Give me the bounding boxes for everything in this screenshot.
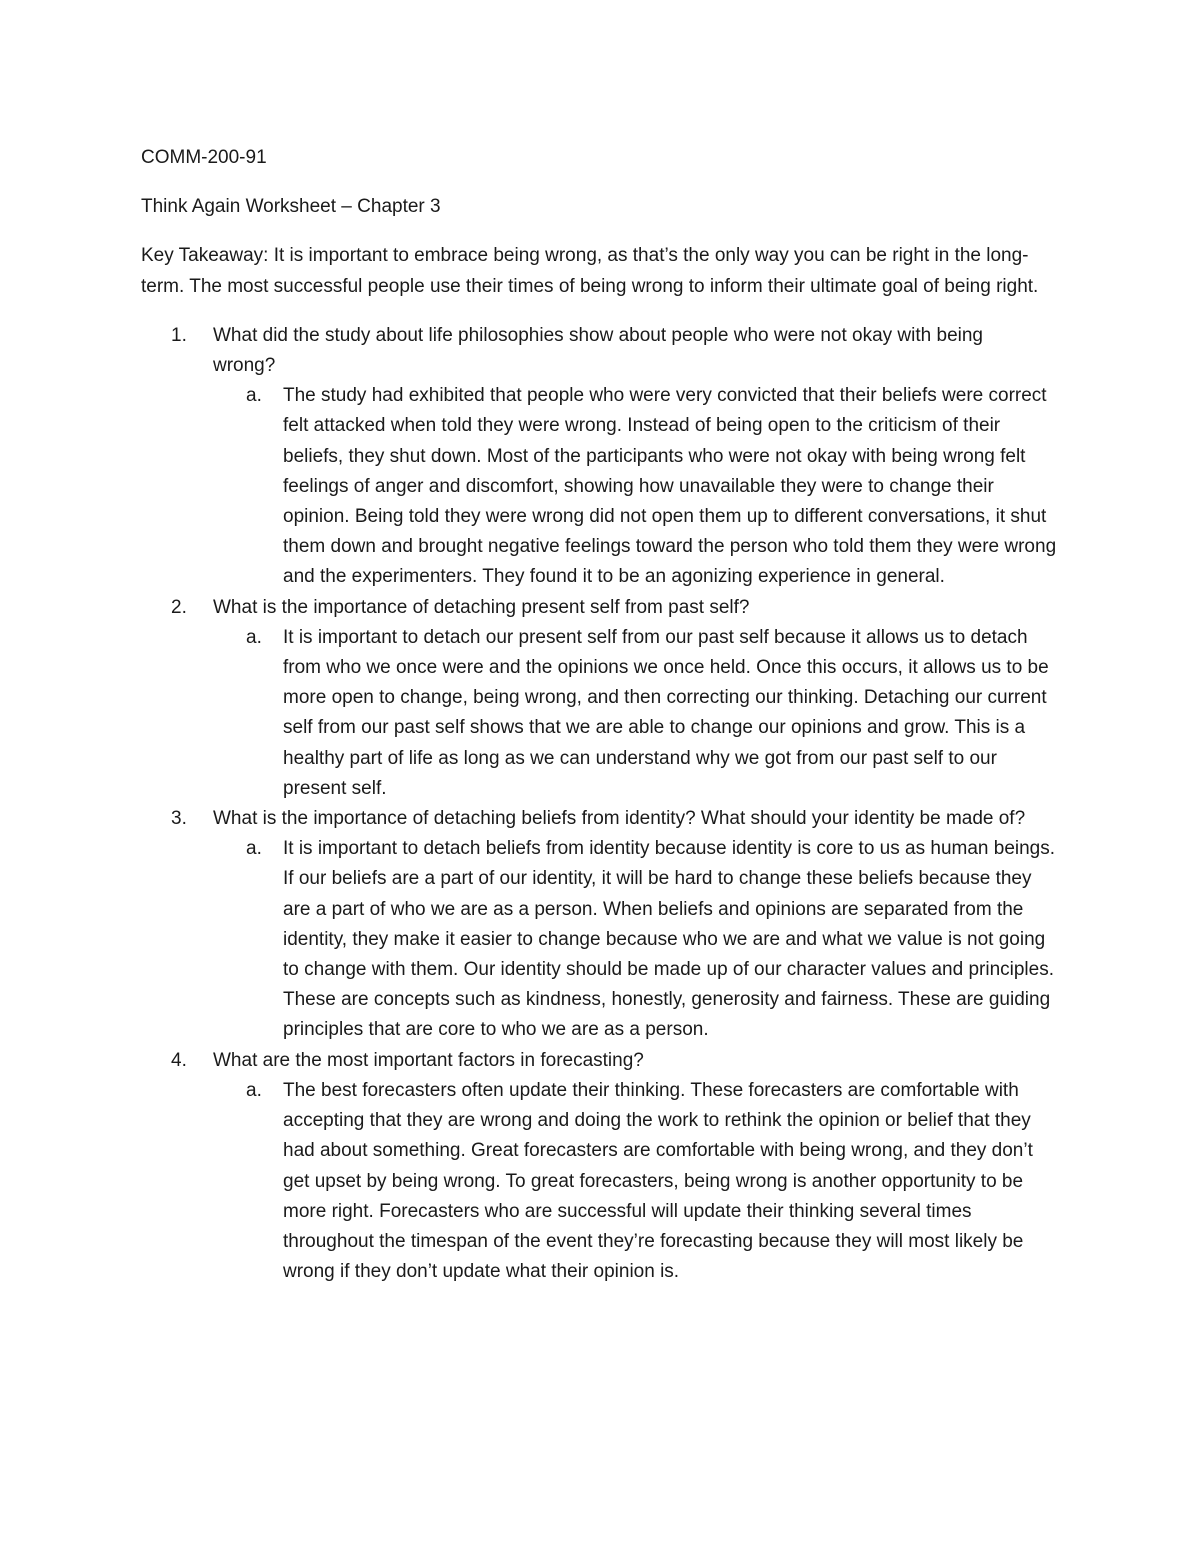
answer-letter: a.: [246, 838, 262, 860]
question-item: [141, 1046, 1061, 1288]
answer-letter: a.: [246, 1079, 262, 1101]
answer-list: [213, 834, 1061, 1045]
answer-item: [213, 834, 1061, 1045]
question-number: 3.: [171, 808, 187, 830]
question-item: [141, 321, 1061, 593]
question-text: What did the study about life philosophies show about people who were not okay with being wrong?: [213, 324, 983, 377]
answer-text: The study had exhibited that people who were very convicted that their beliefs were correct felt attacked when told they were wrong. Instead of being open to the criticism of their beliefs, they shut down. Most of the participants who were not okay with being wrong felt feelings of anger and discomfort, showing how unavailable they were to change their opinion. Being told they were wrong did not open them up to different conversations, it shut them down and brought negative feelings toward the person who told them they were wrong and the experimenters. They found it to be an agonizing experience in general.: [283, 385, 1057, 588]
course-code: COMM-200-91: [141, 147, 267, 168]
answer-text: It is important to detach our present self from our past self because it allows us to detach from who we once were and the opinions we once held. Once this occurs, it allows us to be more open to change, being wrong, and then correcting our thinking. Detaching our current self from our past self shows that we are able to change our opinions and grow. This is a healthy part of life as long as we can understand why we got from our past self to our present self.: [283, 626, 1049, 799]
answer-item: [213, 623, 1061, 804]
question-number: 2.: [171, 596, 187, 618]
document-body: [141, 143, 1061, 1287]
question-number: 4.: [171, 1049, 187, 1071]
answer-list: [213, 381, 1061, 592]
question-text: What are the most important factors in forecasting?: [213, 1049, 644, 1071]
answer-item: [213, 381, 1061, 592]
answer-text: The best forecasters often update their thinking. These forecasters are comfortable with accepting that they are wrong and doing the work to rethink the opinion or belief that they had about something. Great forecasters are comfortable with being wrong, and they don’t get upset by being wrong. To great forecasters, being wrong is another opportunity to be more right. Forecasters who are successful will update their thinking several times throughout the timespan of the event they’re forecasting because they will most likely be wrong if they don’t update what their opinion is.: [283, 1079, 1033, 1283]
answer-letter: a.: [246, 626, 262, 648]
question-item: [141, 804, 1061, 1046]
question-text: What is the importance of detaching beliefs from identity? What should your identity be made of?: [213, 808, 1026, 830]
question-text: What is the importance of detaching present self from past self?: [213, 596, 750, 618]
answer-letter: a.: [246, 385, 262, 407]
question-list: [141, 321, 1061, 1288]
question-number: 1.: [171, 324, 187, 346]
worksheet-title: Think Again Worksheet – Chapter 3: [141, 196, 441, 218]
answer-text: It is important to detach beliefs from identity because identity is core to us as human beings. If our beliefs are a part of our identity, it will be hard to change these beliefs because they are a part of who we are as a person. When beliefs and opinions are separated from the identity, they make it easier to change because who we are and what we value is not going to change with them. Our identity should be made up of our character values and principles. These are concepts such as kindness, honestly, generosity and fairness. These are guiding principles that are core to who we are as a person.: [283, 838, 1056, 1041]
answer-list: [213, 1076, 1061, 1287]
answer-item: [213, 1076, 1061, 1287]
key-takeaway: Key Takeaway: It is important to embrace being wrong, as that’s the only way you can be right in the long-term. The most successful people use their times of being wrong to inform their ultimate goal of being right.: [141, 245, 1039, 297]
question-item: [141, 593, 1061, 804]
answer-list: [213, 623, 1061, 804]
